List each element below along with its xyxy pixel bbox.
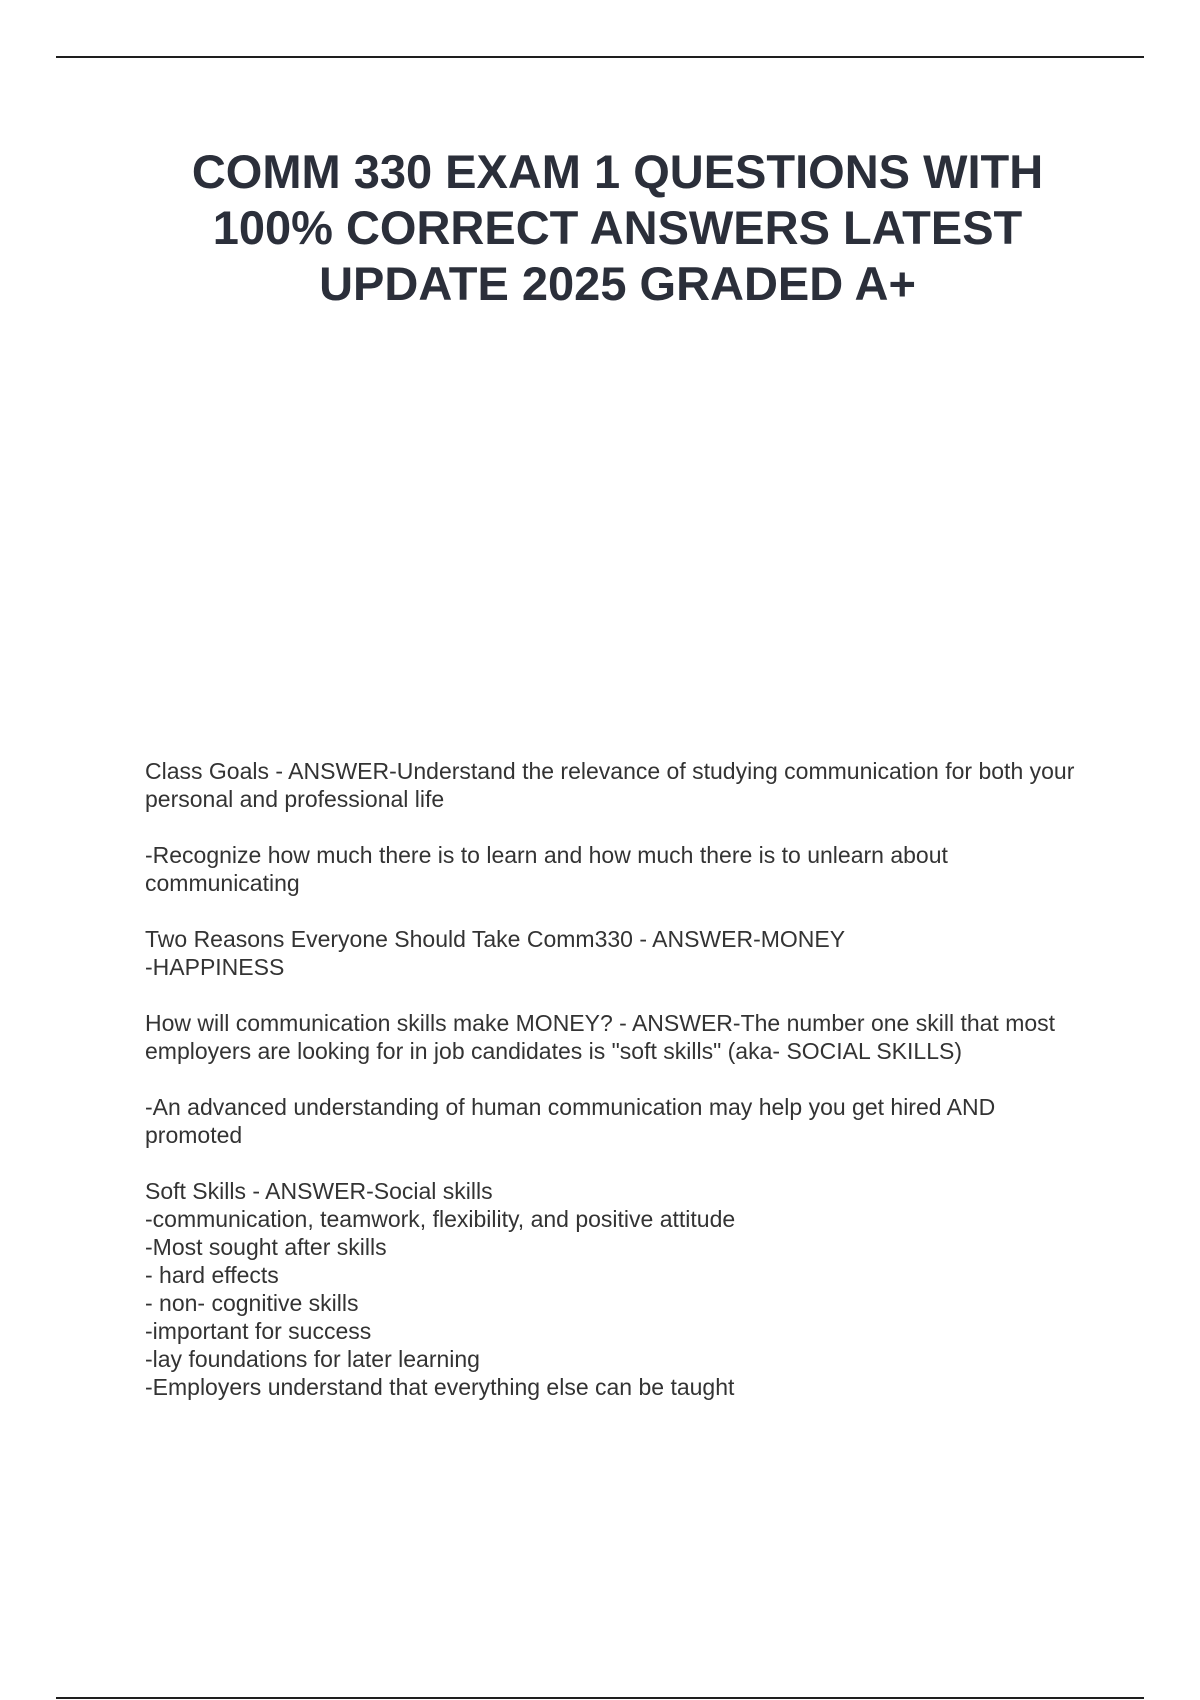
text-line: Soft Skills - ANSWER-Social skills xyxy=(145,1178,493,1204)
text-line: - hard effects xyxy=(145,1262,279,1288)
text-line: -lay foundations for later learning xyxy=(145,1346,480,1372)
text-line: -Employers understand that everything else can be taught xyxy=(145,1374,735,1400)
text-line: -communication, teamwork, flexibility, and positive attitude xyxy=(145,1206,736,1232)
text-line: Class Goals - ANSWER-Understand the relevance of studying communication for both your personal and professional life xyxy=(145,758,1075,812)
footer-rule xyxy=(56,1697,1144,1699)
paragraph-two-reasons xyxy=(145,925,1085,981)
text-line: How will communication skills make MONEY? - ANSWER-The number one skill that most employers are looking for in job candidates is "soft skills" (aka- SOCIAL SKILLS) xyxy=(145,1010,1056,1064)
text-line: Two Reasons Everyone Should Take Comm330 - ANSWER-MONEY xyxy=(145,926,846,952)
header-rule xyxy=(56,56,1144,58)
text-line: - non- cognitive skills xyxy=(145,1290,359,1316)
document-title: COMM 330 EXAM 1 QUESTIONS WITH 100% CORRECT ANSWERS LATEST UPDATE 2025 GRADED A+ xyxy=(191,145,1044,310)
paragraph-soft-skills xyxy=(145,1177,1085,1401)
text-line: -An advanced understanding of human communication may help you get hired AND promoted xyxy=(145,1094,996,1148)
document-body xyxy=(145,757,1085,1429)
text-line: -Most sought after skills xyxy=(145,1234,387,1260)
paragraph-class-goals xyxy=(145,757,1085,813)
paragraph-advanced-understanding xyxy=(145,1093,1085,1149)
paragraph-money xyxy=(145,1009,1085,1065)
text-line: -important for success xyxy=(145,1318,372,1344)
text-line: -HAPPINESS xyxy=(145,954,285,980)
paragraph-recognize xyxy=(145,841,1085,897)
text-line: -Recognize how much there is to learn and how much there is to unlearn about communicating xyxy=(145,842,948,896)
